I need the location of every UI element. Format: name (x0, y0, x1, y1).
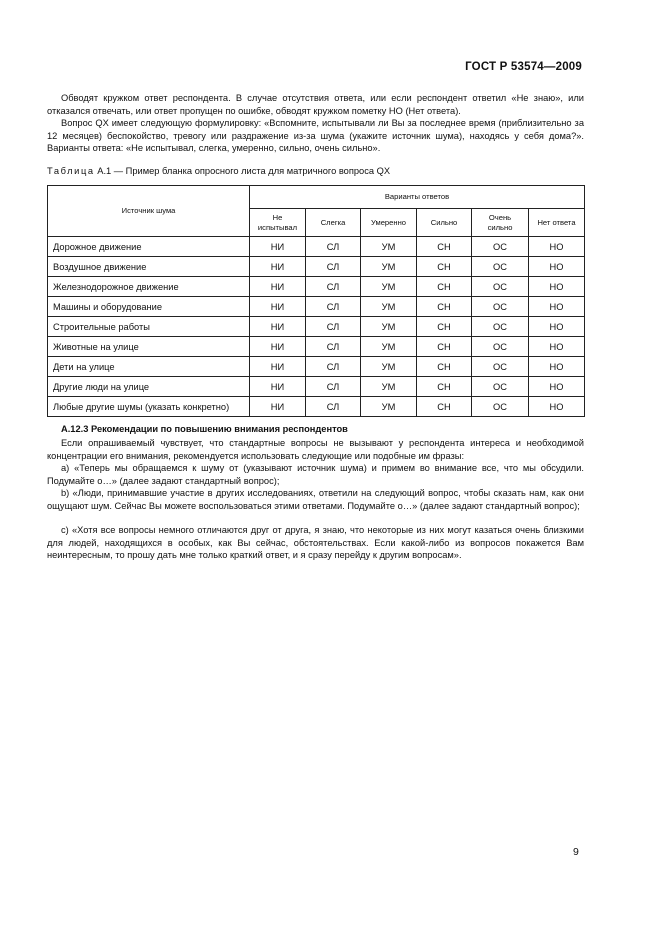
header-noise-source: Источник шума (48, 186, 250, 237)
intro-paragraph-2: Вопрос QX имеет следующую формулировку: «Вспомните, испытывали ли Вы за последнее время (приблизительно за 12 месяцев) беспокойство, тревогу или раздражение из-за шума (укажите источник шума), находясь у себя дома?». Варианты ответа: «Не испытывал, слегка, умеренно, сильно, очень сильно». (47, 118, 584, 154)
document-code: ГОСТ Р 53574—2009 (465, 61, 582, 73)
answer-code-cell[interactable]: ОС (472, 337, 529, 357)
answer-code-cell[interactable]: СН (417, 377, 472, 397)
table-caption-label: Таблица (47, 166, 95, 176)
table-row (48, 297, 585, 317)
noise-source-cell: Другие люди на улице (48, 377, 250, 397)
answer-code-cell[interactable]: ОС (472, 377, 529, 397)
noise-source-cell: Дорожное движение (48, 237, 250, 257)
answer-code-cell[interactable]: НО (529, 277, 585, 297)
noise-source-cell: Животные на улице (48, 337, 250, 357)
answer-code-cell[interactable]: СН (417, 257, 472, 277)
answer-code-cell[interactable]: НО (529, 297, 585, 317)
answer-code-cell[interactable]: НО (529, 377, 585, 397)
header-option-not-experienced: Не испытывал (250, 209, 306, 237)
noise-source-cell: Воздушное движение (48, 257, 250, 277)
table-row (48, 317, 585, 337)
answer-code-cell[interactable]: СЛ (306, 277, 361, 297)
table-row (48, 397, 585, 417)
answer-code-cell[interactable]: НО (529, 237, 585, 257)
answer-code-cell[interactable]: СЛ (306, 317, 361, 337)
table-row (48, 277, 585, 297)
answer-code-cell[interactable]: СН (417, 337, 472, 357)
answer-code-cell[interactable]: СЛ (306, 337, 361, 357)
answer-code-cell[interactable]: НО (529, 317, 585, 337)
answer-code-cell[interactable]: ОС (472, 237, 529, 257)
answer-code-cell[interactable]: УМ (361, 357, 417, 377)
answer-code-cell[interactable]: СЛ (306, 297, 361, 317)
answer-code-cell[interactable]: СН (417, 317, 472, 337)
table-row (48, 377, 585, 397)
header-option-no-answer: Нет ответа (529, 209, 585, 237)
answer-code-cell[interactable]: НИ (250, 337, 306, 357)
answer-code-cell[interactable]: ОС (472, 277, 529, 297)
answer-code-cell[interactable]: НО (529, 337, 585, 357)
answer-code-cell[interactable]: СН (417, 397, 472, 417)
header-option-slightly: Слегка (306, 209, 361, 237)
answer-code-cell[interactable]: ОС (472, 397, 529, 417)
answer-code-cell[interactable]: НИ (250, 397, 306, 417)
answer-code-cell[interactable]: ОС (472, 317, 529, 337)
header-option-strongly: Сильно (417, 209, 472, 237)
noise-source-cell: Строительные работы (48, 317, 250, 337)
noise-source-cell: Любые другие шумы (указать конкретно) (48, 397, 250, 417)
noise-source-cell: Железнодорожное движение (48, 277, 250, 297)
answer-code-cell[interactable]: НИ (250, 237, 306, 257)
header-answer-options: Варианты ответов (250, 186, 585, 209)
table-row (48, 337, 585, 357)
answer-code-cell[interactable]: ОС (472, 297, 529, 317)
answer-code-cell[interactable]: ОС (472, 257, 529, 277)
answer-code-cell[interactable]: УМ (361, 397, 417, 417)
answer-code-cell[interactable]: УМ (361, 297, 417, 317)
answer-code-cell[interactable]: СН (417, 277, 472, 297)
answer-code-cell[interactable]: НИ (250, 377, 306, 397)
answer-code-cell[interactable]: УМ (361, 237, 417, 257)
answer-code-cell[interactable]: СЛ (306, 257, 361, 277)
phrase-c: с) «Хотя все вопросы немного отличаются друг от друга, я знаю, что некоторые из них могут казаться очень близкими для людей, находящихся в особых, как Вы сейчас, обстоятельствах. Если какой-либо из вопросов покажется Вам неинтересным, то прошу дать мне только краткий ответ, и я сразу перейду к другим вопросам». (47, 525, 584, 561)
table-caption (47, 166, 390, 176)
answer-code-cell[interactable]: УМ (361, 277, 417, 297)
answer-code-cell[interactable]: НИ (250, 277, 306, 297)
answer-code-cell[interactable]: НО (529, 357, 585, 377)
answer-code-cell[interactable]: НО (529, 257, 585, 277)
answer-code-cell[interactable]: СН (417, 357, 472, 377)
answer-code-cell[interactable]: НИ (250, 297, 306, 317)
page-number: 9 (573, 846, 579, 858)
section-heading: А.12.3 Рекомендации по повышению внимания респондентов (61, 424, 348, 434)
table-caption-text: А.1 — Пример бланка опросного листа для матричного вопроса QX (97, 166, 391, 176)
noise-source-cell: Машины и оборудование (48, 297, 250, 317)
header-option-very-strongly: Очень сильно (472, 209, 529, 237)
section-paragraph: Если опрашиваемый чувствует, что стандартные вопросы не вызывают у респондента интереса и необходимой концентрации его внимания, рекомендуется использовать следующие или подобные им фразы: (47, 438, 584, 461)
answer-code-cell[interactable]: УМ (361, 317, 417, 337)
table-row (48, 257, 585, 277)
answer-code-cell[interactable]: СЛ (306, 357, 361, 377)
answer-code-cell[interactable]: УМ (361, 337, 417, 357)
answer-code-cell[interactable]: НИ (250, 357, 306, 377)
phrase-a: а) «Теперь мы обращаемся к шуму от (указывают источник шума) и примем во внимание все, что мы обсудили. Подумайте о…» (далее задают стандартный вопрос); (47, 463, 584, 486)
answer-code-cell[interactable]: НИ (250, 257, 306, 277)
noise-source-cell: Дети на улице (48, 357, 250, 377)
answer-code-cell[interactable]: УМ (361, 377, 417, 397)
answer-code-cell[interactable]: СН (417, 297, 472, 317)
table-row (48, 237, 585, 257)
answer-code-cell[interactable]: НИ (250, 317, 306, 337)
answer-code-cell[interactable]: СЛ (306, 397, 361, 417)
survey-matrix-table (47, 185, 585, 417)
answer-code-cell[interactable]: УМ (361, 257, 417, 277)
phrase-b: b) «Люди, принимавшие участие в других исследованиях, ответили на следующий вопрос, чтобы сказать нам, как они ощущают шум. Сейчас Вы можете воспользоваться этими ответами. Подумайте о…» (далее задают стандартный вопрос); (47, 488, 584, 511)
answer-code-cell[interactable]: СН (417, 237, 472, 257)
answer-code-cell[interactable]: СЛ (306, 377, 361, 397)
answer-code-cell[interactable]: ОС (472, 357, 529, 377)
answer-code-cell[interactable]: СЛ (306, 237, 361, 257)
answer-code-cell[interactable]: НО (529, 397, 585, 417)
table-row (48, 357, 585, 377)
header-option-moderately: Умеренно (361, 209, 417, 237)
intro-paragraph-1: Обводят кружком ответ респондента. В случае отсутствия ответа, или если респондент ответил «Не знаю», или отказался отвечать, или ответ пропущен по ошибке, обводят кружком пометку НО (Нет ответа). (47, 93, 584, 116)
